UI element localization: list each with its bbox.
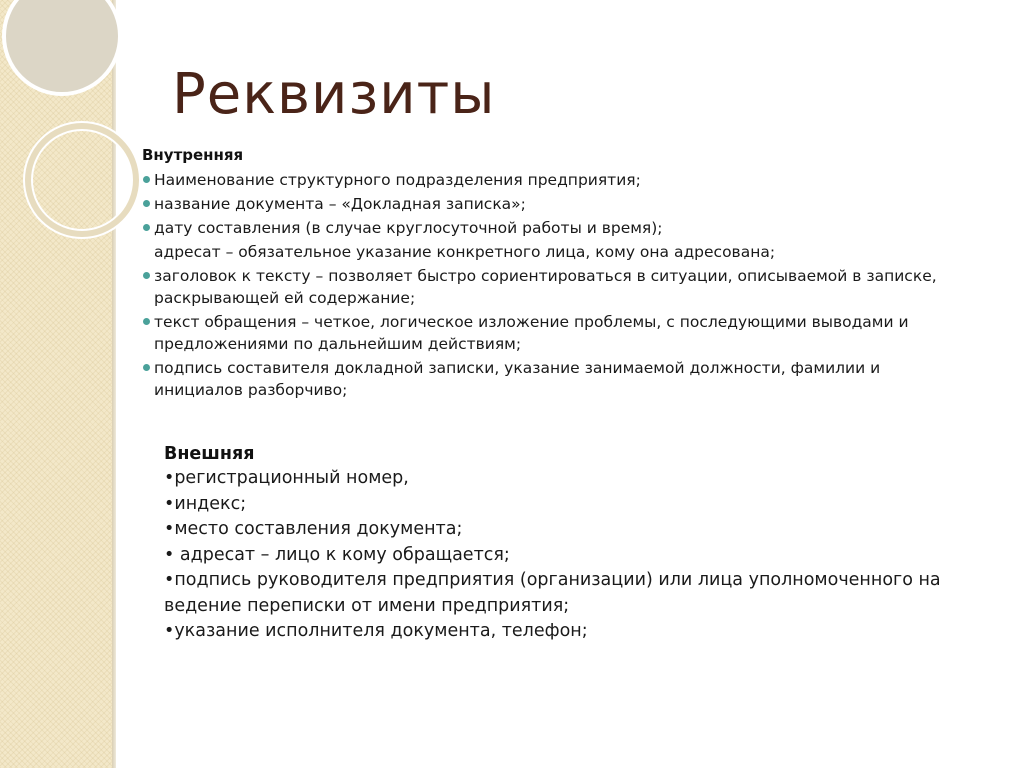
- internal-section: [142, 146, 942, 403]
- external-section: [164, 444, 964, 645]
- list-item: • адресат – лицо к кому обращается;: [164, 544, 510, 565]
- list-item: •место составления документа;: [164, 519, 463, 539]
- list-item: •регистрационный номер,: [164, 468, 409, 488]
- list-item: дату составления (в случае круглосуточной работы и время);: [142, 217, 942, 239]
- list-item: заголовок к тексту – позволяет быстро сориентироваться в ситуации, описываемой в записке, раскрывающей ей содержание;: [142, 265, 942, 309]
- list-item: подпись составителя докладной записки, указание занимаемой должности, фамилии и инициалов разборчиво;: [142, 357, 942, 401]
- list-item: •указание исполнителя документа, телефон;: [164, 621, 588, 641]
- external-list: [164, 466, 964, 645]
- list-item: название документа – «Докладная записка»;: [142, 193, 942, 215]
- external-heading: Внешняя: [164, 444, 255, 464]
- list-item: •индекс;: [164, 493, 247, 514]
- list-item: текст обращения – четкое, логическое изложение проблемы, с последующими выводами и предложениями по дальнейшим действиям;: [142, 311, 942, 355]
- deco-circle-top: [4, 0, 120, 94]
- internal-list: [142, 169, 942, 401]
- list-item: адресат – обязательное указание конкретного лица, кому она адресована;: [154, 243, 776, 261]
- deco-ring-inner: [28, 126, 136, 234]
- internal-heading: Внутренняя: [142, 146, 244, 164]
- list-item: •подпись руководителя предприятия (организации) или лица уполномоченного на ведение переписки от имени предприятия;: [164, 570, 941, 616]
- slide-title: Реквизиты: [172, 62, 496, 127]
- decorative-rings: [0, 0, 140, 260]
- list-item: Наименование структурного подразделения предприятия;: [142, 169, 942, 191]
